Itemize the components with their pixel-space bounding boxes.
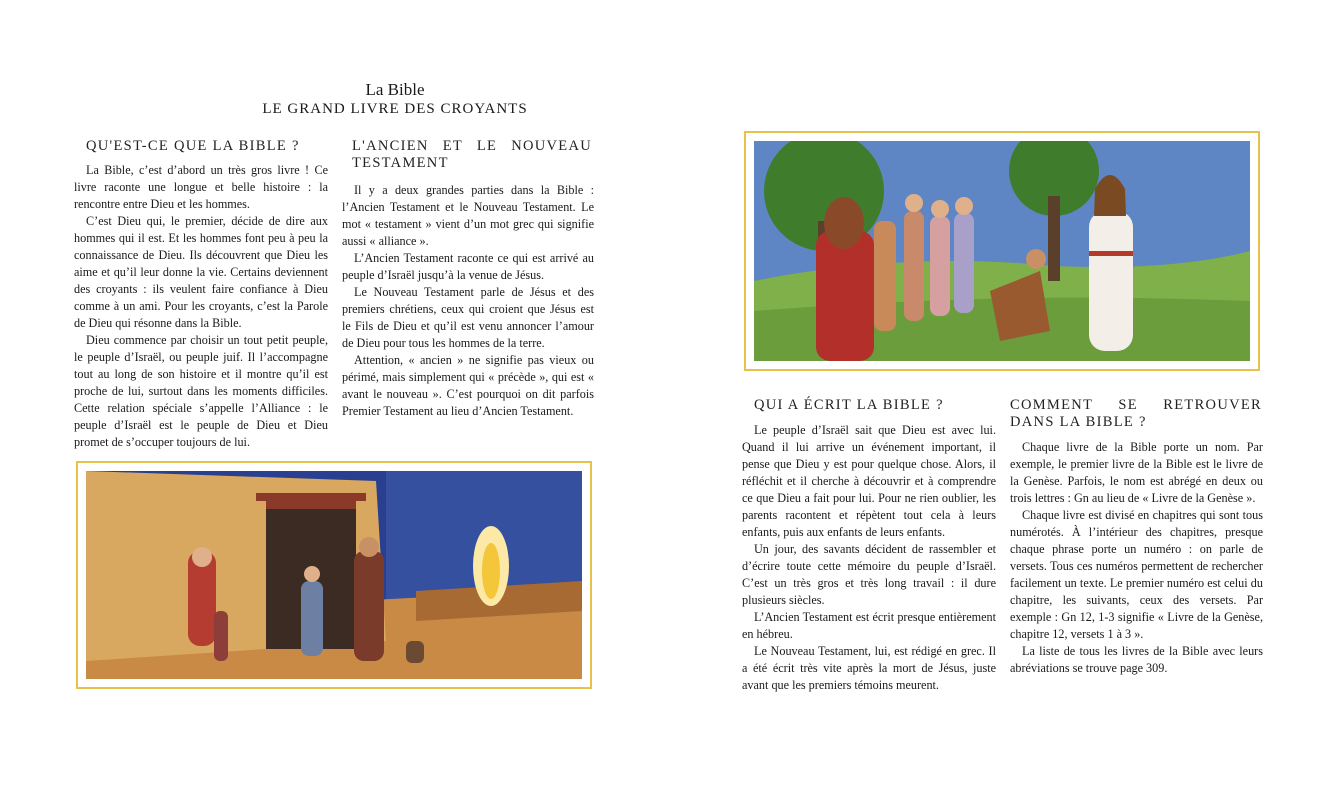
heading-quest: QU'EST-CE QUE LA BIBLE ?	[86, 138, 300, 154]
page-title	[190, 80, 600, 118]
section-ecrit	[742, 397, 996, 694]
paragraph: Il y a deux grandes parties dans la Bible : l’Ancien Testament et le Nouveau Testament. Le mot « testament » vient d’un mot grec qui signifie aussi « alliance ».	[342, 183, 594, 248]
illustration-passover	[86, 471, 582, 679]
section-quest	[74, 138, 328, 451]
illustration-passover-frame	[76, 461, 592, 689]
paragraph: Dieu commence par choisir un tout petit peuple, le peuple d’Israël, ou peuple juif. Il l’accompagne tout au long de son histoire et il montre qu’il est proche de lui, surtout dans les moments difficiles. Cette relation spéciale s’appelle l’Alliance : le peuple d’Israël est le peuple de Dieu et Dieu promet de s’occuper toujours de lui.	[74, 333, 328, 449]
section-retrouver	[1010, 397, 1263, 677]
title-main: La Bible	[365, 80, 425, 99]
paragraph: C’est Dieu qui, le premier, décide de dire aux hommes qui il est. Et les hommes font peu à peu la connaissance de Dieu. Ils découvrent que Dieu les aime et qu’il leur donne la vie. Certains deviennent des croyants : ils veulent faire confiance à Dieu comme à un ami. Pour les croyants, c’est la Parole de Dieu qui résonne dans la Bible.	[74, 214, 328, 330]
title-sub: LE GRAND LIVRE DES CROYANTS	[262, 101, 528, 117]
paragraph: Attention, « ancien » ne signifie pas vieux ou périmé, mais simplement qui « précède », qui est « avant le nouveau ». C’est pourquoi on dit parfois Premier Testament au lieu d’Ancien Testament.	[342, 353, 594, 418]
paragraph: Le peuple d’Israël sait que Dieu est avec lui. Quand il lui arrive un événement important, il pense que Dieu y est pour quelque chose. Alors, il réfléchit et il cherche à découvrir et à comprendre ce que Dieu a fait pour lui. Pour ne rien oublier, les parents racontent et répètent tout cela à leurs enfants, puis aux enfants de leurs enfants.	[742, 423, 996, 539]
heading-ancien: L'ANCIEN ET LE NOUVEAU TESTAMENT	[352, 138, 592, 171]
section-ancien	[342, 138, 594, 420]
paragraph: Chaque livre de la Bible porte un nom. Par exemple, le premier livre de la Bible est le livre de la Genèse. Parfois, le nom est abrégé en deux ou trois lettres : Gn au lieu de « Livre de la Genèse ».	[1010, 440, 1263, 505]
paragraph: L’Ancien Testament est écrit presque entièrement en hébreu.	[742, 610, 996, 641]
paragraph: La Bible, c’est d’abord un très gros livre ! Ce livre raconte une longue et belle histoire : la rencontre entre Dieu et les hommes.	[74, 163, 328, 211]
illustration-healing	[754, 141, 1250, 361]
paragraph: La liste de tous les livres de la Bible avec leurs abréviations se trouve page 309.	[1010, 644, 1263, 675]
heading-ecrit: QUI A ÉCRIT LA BIBLE ?	[754, 397, 944, 413]
heading-retrouver: COMMENT SE RETROUVER DANS LA BIBLE ?	[1010, 397, 1262, 430]
illustration-healing-frame	[744, 131, 1260, 371]
paragraph: Le Nouveau Testament parle de Jésus et des premiers chrétiens, ceux qui croient que Jésus est le Fils de Dieu et qu’il est venu annoncer l’amour de Dieu pour tous les hommes de la terre.	[342, 285, 594, 350]
paragraph: Un jour, des savants décident de rassembler et d’écrire toute cette mémoire du peuple d’Israël. C’est un très gros et très long travail : il dure plusieurs siècles.	[742, 542, 996, 607]
paragraph: Le Nouveau Testament, lui, est rédigé en grec. Il a été écrit très vite après la mort de Jésus, juste avant que les premiers témoins meurent.	[742, 644, 996, 692]
paragraph: Chaque livre est divisé en chapitres qui sont tous numérotés. À l’intérieur des chapitres, presque chaque phrase porte un numéro : on parle de versets. Tous ces numéros permettent de rechercher facilement un texte. Le premier numéro est celui du chapitre, les suivants, ceux des versets. Par exemple : Gn 12, 1-3 signifie « Livre de la Genèse, chapitre 12, versets 1 à 3 ».	[1010, 508, 1263, 641]
paragraph: L’Ancien Testament raconte ce qui est arrivé au peuple d’Israël jusqu’à la venue de Jésus.	[342, 251, 594, 282]
